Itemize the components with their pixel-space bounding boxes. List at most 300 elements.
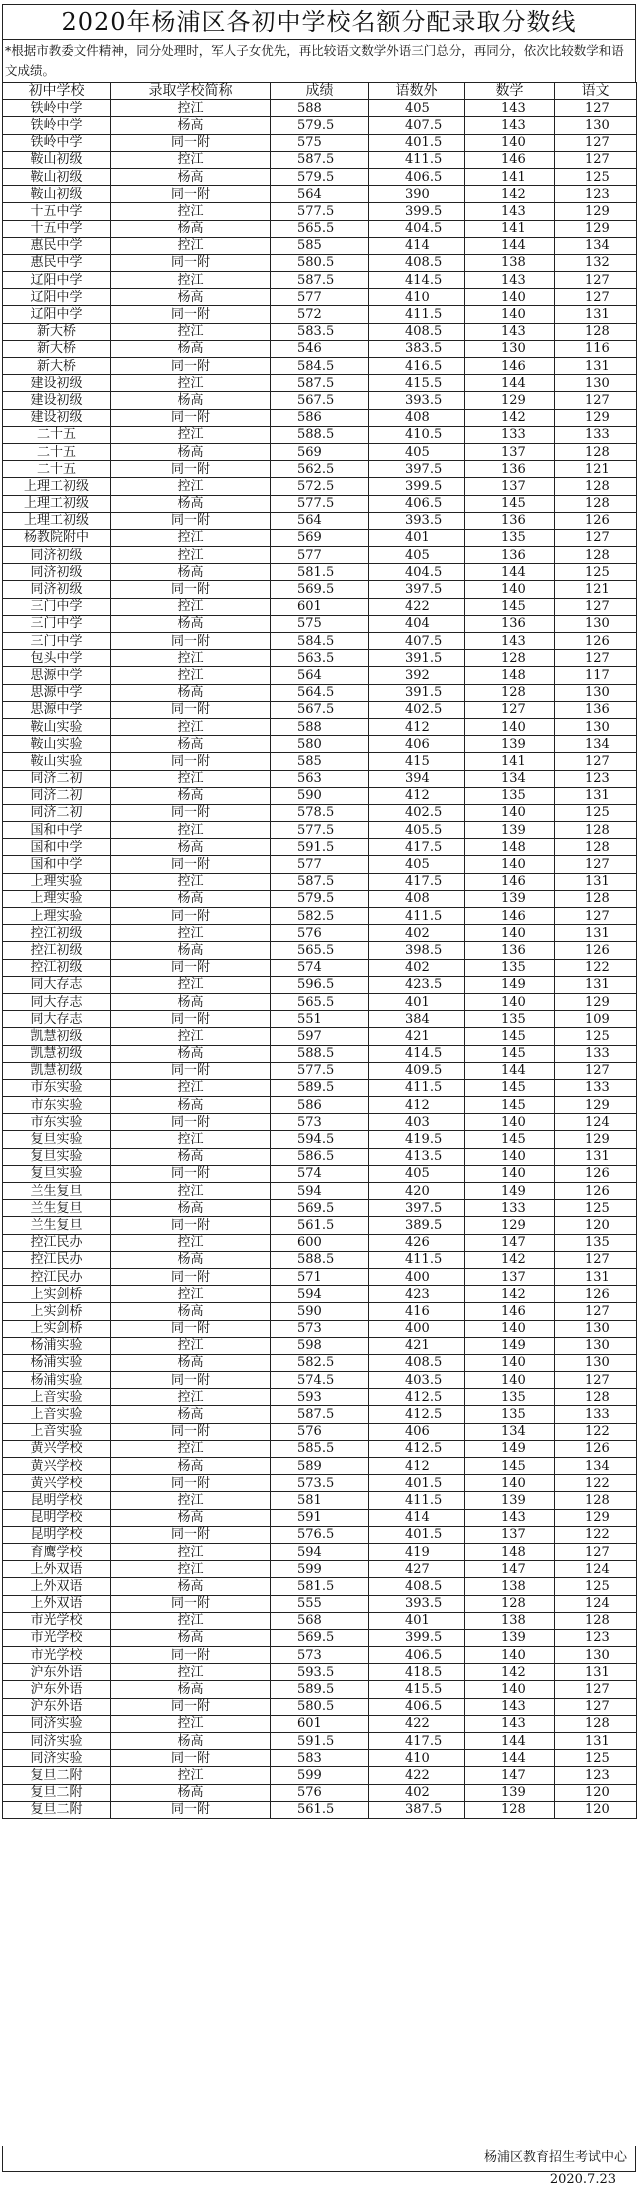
total-score-cell: 577 bbox=[271, 856, 369, 873]
admitted-school-cell: 同一附 bbox=[111, 1372, 271, 1389]
admitted-school-cell: 杨高 bbox=[111, 993, 271, 1010]
chinese-cell: 130 bbox=[555, 1647, 637, 1664]
table-row bbox=[3, 323, 637, 340]
admitted-school-cell: 杨高 bbox=[111, 1784, 271, 1801]
core-three-cell: 422 bbox=[369, 598, 465, 615]
total-score-cell: 589.5 bbox=[271, 1079, 369, 1096]
total-score-cell: 586 bbox=[271, 1097, 369, 1114]
column-header-total-score: 成绩 bbox=[271, 83, 369, 100]
admitted-school-cell: 控江 bbox=[111, 272, 271, 289]
total-score-cell: 573 bbox=[271, 1647, 369, 1664]
admitted-school-cell: 控江 bbox=[111, 1131, 271, 1148]
math-cell: 139 bbox=[465, 1629, 555, 1646]
chinese-cell: 127 bbox=[555, 1251, 637, 1268]
math-cell: 128 bbox=[465, 650, 555, 667]
table-row bbox=[3, 203, 637, 220]
admitted-school-cell: 同一附 bbox=[111, 959, 271, 976]
middle-school-cell: 鞍山实验 bbox=[3, 718, 111, 735]
total-score-cell: 563.5 bbox=[271, 650, 369, 667]
total-score-cell: 593 bbox=[271, 1389, 369, 1406]
total-score-cell: 601 bbox=[271, 1715, 369, 1732]
core-three-cell: 414.5 bbox=[369, 1045, 465, 1062]
math-cell: 148 bbox=[465, 667, 555, 684]
admitted-school-cell: 控江 bbox=[111, 873, 271, 890]
total-score-cell: 599 bbox=[271, 1767, 369, 1784]
math-cell: 144 bbox=[465, 1750, 555, 1767]
admitted-school-cell: 控江 bbox=[111, 925, 271, 942]
core-three-cell: 406.5 bbox=[369, 495, 465, 512]
middle-school-cell: 控江初级 bbox=[3, 925, 111, 942]
middle-school-cell: 控江民办 bbox=[3, 1251, 111, 1268]
admitted-school-cell: 同一附 bbox=[111, 186, 271, 203]
table-row bbox=[3, 426, 637, 443]
math-cell: 135 bbox=[465, 1406, 555, 1423]
admitted-school-cell: 控江 bbox=[111, 1492, 271, 1509]
total-score-cell: 598 bbox=[271, 1337, 369, 1354]
table-row bbox=[3, 1526, 637, 1543]
middle-school-cell: 鞍山实验 bbox=[3, 753, 111, 770]
chinese-cell: 130 bbox=[555, 1337, 637, 1354]
core-three-cell: 420 bbox=[369, 1183, 465, 1200]
math-cell: 140 bbox=[465, 1475, 555, 1492]
chinese-cell: 124 bbox=[555, 1561, 637, 1578]
math-cell: 140 bbox=[465, 925, 555, 942]
math-cell: 147 bbox=[465, 1767, 555, 1784]
core-three-cell: 410 bbox=[369, 1750, 465, 1767]
admitted-school-cell: 同一附 bbox=[111, 1165, 271, 1182]
core-three-cell: 402 bbox=[369, 1784, 465, 1801]
table-row bbox=[3, 272, 637, 289]
core-three-cell: 415.5 bbox=[369, 1681, 465, 1698]
table-row bbox=[3, 358, 637, 375]
admitted-school-cell: 控江 bbox=[111, 375, 271, 392]
admitted-school-cell: 控江 bbox=[111, 770, 271, 787]
math-cell: 145 bbox=[465, 495, 555, 512]
math-cell: 145 bbox=[465, 598, 555, 615]
core-three-cell: 412.5 bbox=[369, 1389, 465, 1406]
admitted-school-cell: 同一附 bbox=[111, 134, 271, 151]
table-row bbox=[3, 873, 637, 890]
core-three-cell: 409.5 bbox=[369, 1062, 465, 1079]
total-score-cell: 581.5 bbox=[271, 1578, 369, 1595]
core-three-cell: 422 bbox=[369, 1715, 465, 1732]
table-row bbox=[3, 976, 637, 993]
column-header-math: 数学 bbox=[465, 83, 555, 100]
total-score-cell: 576.5 bbox=[271, 1526, 369, 1543]
middle-school-cell: 上外双语 bbox=[3, 1595, 111, 1612]
chinese-cell: 128 bbox=[555, 1389, 637, 1406]
middle-school-cell: 国和中学 bbox=[3, 856, 111, 873]
table-row bbox=[3, 925, 637, 942]
admitted-school-cell: 杨高 bbox=[111, 168, 271, 185]
table-row bbox=[3, 1647, 637, 1664]
table-row bbox=[3, 908, 637, 925]
table-row bbox=[3, 1733, 637, 1750]
admitted-school-cell: 杨高 bbox=[111, 1354, 271, 1371]
total-score-cell: 567.5 bbox=[271, 701, 369, 718]
middle-school-cell: 上理工初级 bbox=[3, 512, 111, 529]
total-score-cell: 585 bbox=[271, 753, 369, 770]
table-row bbox=[3, 134, 637, 151]
core-three-cell: 384 bbox=[369, 1011, 465, 1028]
table-row bbox=[3, 1578, 637, 1595]
core-three-cell: 408.5 bbox=[369, 1578, 465, 1595]
core-three-cell: 402.5 bbox=[369, 701, 465, 718]
table-row bbox=[3, 1406, 637, 1423]
math-cell: 145 bbox=[465, 1045, 555, 1062]
admitted-school-cell: 同一附 bbox=[111, 409, 271, 426]
middle-school-cell: 兰生复旦 bbox=[3, 1200, 111, 1217]
middle-school-cell: 鞍山初级 bbox=[3, 168, 111, 185]
admitted-school-cell: 杨高 bbox=[111, 736, 271, 753]
table-row bbox=[3, 993, 637, 1010]
math-cell: 143 bbox=[465, 100, 555, 117]
core-three-cell: 406.5 bbox=[369, 1647, 465, 1664]
chinese-cell: 128 bbox=[555, 1612, 637, 1629]
middle-school-cell: 同济实验 bbox=[3, 1733, 111, 1750]
chinese-cell: 127 bbox=[555, 151, 637, 168]
middle-school-cell: 三门中学 bbox=[3, 615, 111, 632]
admitted-school-cell: 杨高 bbox=[111, 1681, 271, 1698]
core-three-cell: 415.5 bbox=[369, 375, 465, 392]
total-score-cell: 585 bbox=[271, 237, 369, 254]
middle-school-cell: 上音实验 bbox=[3, 1389, 111, 1406]
core-three-cell: 407.5 bbox=[369, 633, 465, 650]
total-score-cell: 584.5 bbox=[271, 633, 369, 650]
chinese-cell: 129 bbox=[555, 220, 637, 237]
middle-school-cell: 国和中学 bbox=[3, 839, 111, 856]
admitted-school-cell: 控江 bbox=[111, 598, 271, 615]
core-three-cell: 405.5 bbox=[369, 822, 465, 839]
admitted-school-cell: 同一附 bbox=[111, 1526, 271, 1543]
chinese-cell: 127 bbox=[555, 1303, 637, 1320]
chinese-cell: 130 bbox=[555, 375, 637, 392]
table-row bbox=[3, 804, 637, 821]
table-row bbox=[3, 1698, 637, 1715]
table-row bbox=[3, 1183, 637, 1200]
admitted-school-cell: 杨高 bbox=[111, 1509, 271, 1526]
table-row bbox=[3, 1423, 637, 1440]
table-row bbox=[3, 1543, 637, 1560]
admitted-school-cell: 控江 bbox=[111, 1664, 271, 1681]
total-score-cell: 546 bbox=[271, 340, 369, 357]
admitted-school-cell: 控江 bbox=[111, 1612, 271, 1629]
math-cell: 142 bbox=[465, 1664, 555, 1681]
chinese-cell: 127 bbox=[555, 1372, 637, 1389]
total-score-cell: 587.5 bbox=[271, 1406, 369, 1423]
math-cell: 140 bbox=[465, 1165, 555, 1182]
core-three-cell: 419 bbox=[369, 1543, 465, 1560]
chinese-cell: 131 bbox=[555, 787, 637, 804]
middle-school-cell: 杨浦实验 bbox=[3, 1354, 111, 1371]
admitted-school-cell: 同一附 bbox=[111, 1320, 271, 1337]
table-row bbox=[3, 547, 637, 564]
middle-school-cell: 鞍山初级 bbox=[3, 186, 111, 203]
middle-school-cell: 同大存志 bbox=[3, 1011, 111, 1028]
total-score-cell: 574 bbox=[271, 1165, 369, 1182]
chinese-cell: 127 bbox=[555, 529, 637, 546]
admitted-school-cell: 控江 bbox=[111, 426, 271, 443]
math-cell: 140 bbox=[465, 1148, 555, 1165]
admitted-school-cell: 杨高 bbox=[111, 1097, 271, 1114]
core-three-cell: 401.5 bbox=[369, 134, 465, 151]
math-cell: 141 bbox=[465, 168, 555, 185]
core-three-cell: 418.5 bbox=[369, 1664, 465, 1681]
table-row bbox=[3, 1148, 637, 1165]
admitted-school-cell: 同一附 bbox=[111, 1647, 271, 1664]
total-score-cell: 590 bbox=[271, 787, 369, 804]
total-score-cell: 580 bbox=[271, 736, 369, 753]
core-three-cell: 423 bbox=[369, 1286, 465, 1303]
middle-school-cell: 控江初级 bbox=[3, 942, 111, 959]
middle-school-cell: 市东实验 bbox=[3, 1097, 111, 1114]
chinese-cell: 131 bbox=[555, 358, 637, 375]
chinese-cell: 136 bbox=[555, 701, 637, 718]
core-three-cell: 412 bbox=[369, 718, 465, 735]
admitted-school-cell: 控江 bbox=[111, 1183, 271, 1200]
total-score-cell: 589 bbox=[271, 1458, 369, 1475]
math-cell: 143 bbox=[465, 1715, 555, 1732]
math-cell: 137 bbox=[465, 443, 555, 460]
middle-school-cell: 沪东外语 bbox=[3, 1664, 111, 1681]
core-three-cell: 416.5 bbox=[369, 358, 465, 375]
admitted-school-cell: 杨高 bbox=[111, 495, 271, 512]
math-cell: 145 bbox=[465, 1028, 555, 1045]
total-score-cell: 577.5 bbox=[271, 822, 369, 839]
middle-school-cell: 同大存志 bbox=[3, 976, 111, 993]
admitted-school-cell: 杨高 bbox=[111, 1733, 271, 1750]
math-cell: 138 bbox=[465, 1612, 555, 1629]
middle-school-cell: 上外双语 bbox=[3, 1561, 111, 1578]
math-cell: 140 bbox=[465, 134, 555, 151]
core-three-cell: 406.5 bbox=[369, 1698, 465, 1715]
table-row bbox=[3, 1561, 637, 1578]
table-row bbox=[3, 1131, 637, 1148]
core-three-cell: 422 bbox=[369, 1767, 465, 1784]
table-row bbox=[3, 942, 637, 959]
math-cell: 140 bbox=[465, 306, 555, 323]
table-row bbox=[3, 1011, 637, 1028]
chinese-cell: 128 bbox=[555, 323, 637, 340]
admission-score-table bbox=[2, 82, 637, 1819]
core-three-cell: 411.5 bbox=[369, 1079, 465, 1096]
chinese-cell: 135 bbox=[555, 1234, 637, 1251]
math-cell: 143 bbox=[465, 1509, 555, 1526]
chinese-cell: 127 bbox=[555, 1681, 637, 1698]
core-three-cell: 402 bbox=[369, 925, 465, 942]
math-cell: 146 bbox=[465, 908, 555, 925]
total-score-cell: 586 bbox=[271, 409, 369, 426]
chinese-cell: 126 bbox=[555, 1440, 637, 1457]
page-title: 2020年杨浦区各初中学校名额分配录取分数线 bbox=[2, 4, 636, 40]
total-score-cell: 587.5 bbox=[271, 272, 369, 289]
admitted-school-cell: 控江 bbox=[111, 529, 271, 546]
chinese-cell: 123 bbox=[555, 770, 637, 787]
admitted-school-cell: 杨高 bbox=[111, 942, 271, 959]
middle-school-cell: 新大桥 bbox=[3, 340, 111, 357]
chinese-cell: 131 bbox=[555, 1664, 637, 1681]
core-three-cell: 401 bbox=[369, 529, 465, 546]
core-three-cell: 412 bbox=[369, 1097, 465, 1114]
total-score-cell: 593.5 bbox=[271, 1664, 369, 1681]
middle-school-cell: 上外双语 bbox=[3, 1578, 111, 1595]
math-cell: 145 bbox=[465, 1097, 555, 1114]
middle-school-cell: 十五中学 bbox=[3, 220, 111, 237]
total-score-cell: 601 bbox=[271, 598, 369, 615]
math-cell: 128 bbox=[465, 1595, 555, 1612]
core-three-cell: 408 bbox=[369, 409, 465, 426]
math-cell: 143 bbox=[465, 633, 555, 650]
admitted-school-cell: 同一附 bbox=[111, 1268, 271, 1285]
table-row bbox=[3, 1612, 637, 1629]
math-cell: 127 bbox=[465, 701, 555, 718]
table-row bbox=[3, 529, 637, 546]
core-three-cell: 412 bbox=[369, 787, 465, 804]
total-score-cell: 565.5 bbox=[271, 993, 369, 1010]
admitted-school-cell: 控江 bbox=[111, 547, 271, 564]
math-cell: 148 bbox=[465, 839, 555, 856]
table-row bbox=[3, 1079, 637, 1096]
math-cell: 135 bbox=[465, 959, 555, 976]
total-score-cell: 580.5 bbox=[271, 254, 369, 271]
total-score-cell: 573 bbox=[271, 1320, 369, 1337]
middle-school-cell: 铁岭中学 bbox=[3, 100, 111, 117]
chinese-cell: 129 bbox=[555, 993, 637, 1010]
table-row bbox=[3, 289, 637, 306]
total-score-cell: 579.5 bbox=[271, 117, 369, 134]
admitted-school-cell: 杨高 bbox=[111, 443, 271, 460]
chinese-cell: 130 bbox=[555, 718, 637, 735]
total-score-cell: 561.5 bbox=[271, 1217, 369, 1234]
middle-school-cell: 二十五 bbox=[3, 426, 111, 443]
table-row bbox=[3, 186, 637, 203]
admitted-school-cell: 杨高 bbox=[111, 220, 271, 237]
middle-school-cell: 控江民办 bbox=[3, 1268, 111, 1285]
middle-school-cell: 控江民办 bbox=[3, 1234, 111, 1251]
table-row bbox=[3, 375, 637, 392]
total-score-cell: 588.5 bbox=[271, 1045, 369, 1062]
math-cell: 140 bbox=[465, 718, 555, 735]
table-row bbox=[3, 409, 637, 426]
chinese-cell: 133 bbox=[555, 1406, 637, 1423]
core-three-cell: 389.5 bbox=[369, 1217, 465, 1234]
math-cell: 142 bbox=[465, 1286, 555, 1303]
math-cell: 140 bbox=[465, 1354, 555, 1371]
chinese-cell: 130 bbox=[555, 1320, 637, 1337]
admitted-school-cell: 杨高 bbox=[111, 890, 271, 907]
table-row bbox=[3, 512, 637, 529]
middle-school-cell: 上实剑桥 bbox=[3, 1320, 111, 1337]
middle-school-cell: 复旦二附 bbox=[3, 1784, 111, 1801]
math-cell: 149 bbox=[465, 976, 555, 993]
chinese-cell: 131 bbox=[555, 1268, 637, 1285]
core-three-cell: 408.5 bbox=[369, 254, 465, 271]
core-three-cell: 393.5 bbox=[369, 392, 465, 409]
math-cell: 148 bbox=[465, 1543, 555, 1560]
math-cell: 143 bbox=[465, 323, 555, 340]
core-three-cell: 405 bbox=[369, 100, 465, 117]
math-cell: 140 bbox=[465, 856, 555, 873]
table-row bbox=[3, 478, 637, 495]
admitted-school-cell: 控江 bbox=[111, 667, 271, 684]
admitted-school-cell: 同一附 bbox=[111, 753, 271, 770]
chinese-cell: 127 bbox=[555, 392, 637, 409]
table-row bbox=[3, 1200, 637, 1217]
math-cell: 139 bbox=[465, 1784, 555, 1801]
chinese-cell: 126 bbox=[555, 942, 637, 959]
table-row bbox=[3, 1681, 637, 1698]
middle-school-cell: 凯慧初级 bbox=[3, 1028, 111, 1045]
core-three-cell: 399.5 bbox=[369, 478, 465, 495]
math-cell: 144 bbox=[465, 1062, 555, 1079]
chinese-cell: 127 bbox=[555, 1698, 637, 1715]
admitted-school-cell: 杨高 bbox=[111, 1629, 271, 1646]
chinese-cell: 122 bbox=[555, 1423, 637, 1440]
middle-school-cell: 育鹰学校 bbox=[3, 1543, 111, 1560]
chinese-cell: 128 bbox=[555, 822, 637, 839]
middle-school-cell: 复旦二附 bbox=[3, 1801, 111, 1818]
admitted-school-cell: 同一附 bbox=[111, 1011, 271, 1028]
chinese-cell: 130 bbox=[555, 1354, 637, 1371]
chinese-cell: 120 bbox=[555, 1801, 637, 1818]
table-row bbox=[3, 822, 637, 839]
total-score-cell: 582.5 bbox=[271, 1354, 369, 1371]
admitted-school-cell: 控江 bbox=[111, 1286, 271, 1303]
chinese-cell: 127 bbox=[555, 272, 637, 289]
core-three-cell: 419.5 bbox=[369, 1131, 465, 1148]
core-three-cell: 415 bbox=[369, 753, 465, 770]
math-cell: 145 bbox=[465, 1131, 555, 1148]
core-three-cell: 393.5 bbox=[369, 1595, 465, 1612]
admitted-school-cell: 杨高 bbox=[111, 340, 271, 357]
middle-school-cell: 同济实验 bbox=[3, 1750, 111, 1767]
table-row bbox=[3, 1303, 637, 1320]
chinese-cell: 127 bbox=[555, 1543, 637, 1560]
table-row bbox=[3, 1251, 637, 1268]
chinese-cell: 131 bbox=[555, 925, 637, 942]
core-three-cell: 406.5 bbox=[369, 168, 465, 185]
middle-school-cell: 复旦二附 bbox=[3, 1767, 111, 1784]
total-score-cell: 581.5 bbox=[271, 564, 369, 581]
total-score-cell: 579.5 bbox=[271, 890, 369, 907]
math-cell: 138 bbox=[465, 1578, 555, 1595]
table-row bbox=[3, 1784, 637, 1801]
table-row bbox=[3, 1767, 637, 1784]
table-row bbox=[3, 392, 637, 409]
math-cell: 135 bbox=[465, 787, 555, 804]
math-cell: 133 bbox=[465, 426, 555, 443]
middle-school-cell: 思源中学 bbox=[3, 667, 111, 684]
total-score-cell: 573.5 bbox=[271, 1475, 369, 1492]
middle-school-cell: 沪东外语 bbox=[3, 1681, 111, 1698]
core-three-cell: 394 bbox=[369, 770, 465, 787]
total-score-cell: 599 bbox=[271, 1561, 369, 1578]
table-row bbox=[3, 495, 637, 512]
admitted-school-cell: 杨高 bbox=[111, 615, 271, 632]
math-cell: 143 bbox=[465, 117, 555, 134]
admitted-school-cell: 控江 bbox=[111, 1767, 271, 1784]
admitted-school-cell: 控江 bbox=[111, 718, 271, 735]
chinese-cell: 122 bbox=[555, 959, 637, 976]
total-score-cell: 594 bbox=[271, 1183, 369, 1200]
chinese-cell: 128 bbox=[555, 890, 637, 907]
table-row bbox=[3, 684, 637, 701]
middle-school-cell: 市光学校 bbox=[3, 1612, 111, 1629]
chinese-cell: 131 bbox=[555, 1148, 637, 1165]
admitted-school-cell: 同一附 bbox=[111, 1698, 271, 1715]
math-cell: 141 bbox=[465, 220, 555, 237]
core-three-cell: 411.5 bbox=[369, 1251, 465, 1268]
